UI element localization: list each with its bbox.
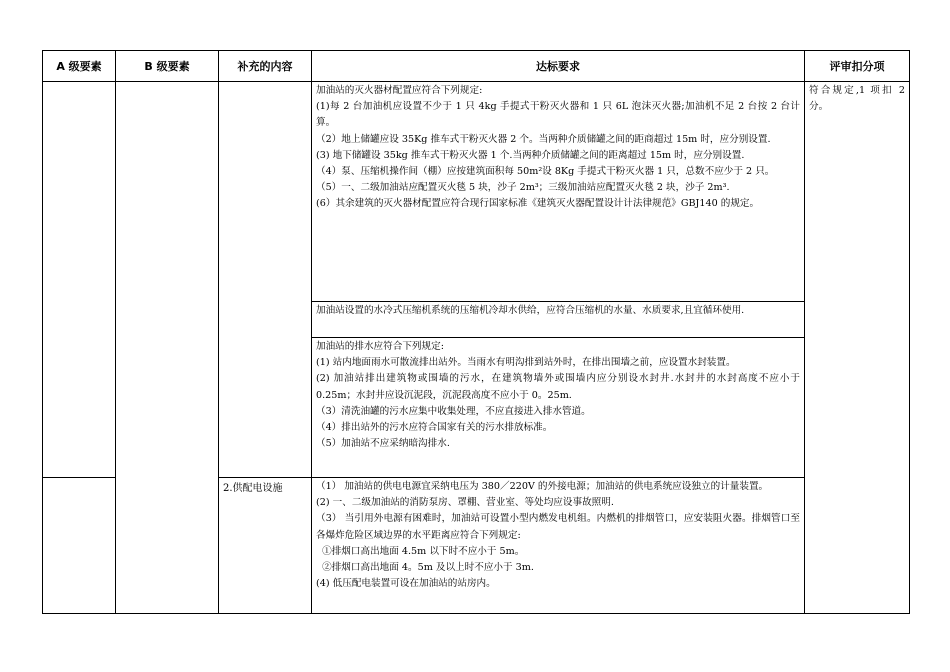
extinguisher-line: （5）一、二级加油站应配置灭火毯 5 块，沙子 2m³；三级加油站应配置灭火毯 2 块，沙子 2m³. bbox=[316, 182, 730, 194]
drainage-line: （3）清洗油罐的污水应集中收集处理，不应直接进入排水管道。 bbox=[316, 405, 591, 417]
header-scoring: 评审扣分项 bbox=[805, 51, 910, 82]
power-supply-label: 2.供配电设施 bbox=[219, 478, 312, 614]
drainage-line: 加油站的排水应符合下列规定: bbox=[316, 341, 444, 352]
power-requirement bbox=[312, 478, 805, 614]
header-requirement: 达标要求 bbox=[312, 51, 805, 82]
extinguisher-line: (3) 地下储罐设 35kg 推车式干粉灭火器 1 个.当两种介质储罐之间的距离超过 15m 时，应分别设置. bbox=[316, 149, 745, 161]
row-extinguisher bbox=[43, 82, 910, 302]
a-element-cell bbox=[43, 82, 116, 478]
drainage-line: (1) 站内地面雨水可散流排出站外。当雨水有明沟排到站外时，在排出围墙之前，应设置水封装置。 bbox=[316, 357, 736, 369]
power-line: (4) 低压配电装置可设在加油站的站房内。 bbox=[316, 578, 496, 590]
power-line: (2) 一、二级加油站的消防泵房、罩棚、营业室、等处均应设事故照明. bbox=[316, 497, 614, 509]
scoring-text: 符合规定,1 项扣 2 分。 bbox=[809, 85, 905, 113]
a-element-cell-2 bbox=[43, 478, 116, 614]
standards-table bbox=[42, 50, 910, 614]
header-b-element: B 级要素 bbox=[116, 51, 219, 82]
extinguisher-line: 加油站的灭火器材配置应符合下列规定: bbox=[316, 85, 483, 96]
power-line: （3） 当引用外电源有困难时，加油站可设置小型内燃发电机组。内燃机的排烟管口，应安装阻火器。排烟管口至各爆炸危险区域边界的水平距离应符合下列规定: bbox=[316, 513, 800, 541]
extinguisher-line: （2）地上储罐应设 35Kg 推车式干粉灭火器 2 个。当两种介质储罐之间的距商超过 15m 时，应分别设置. bbox=[316, 133, 771, 145]
power-line: ②排烟口高出地面 4。5m 及以上时不应小于 3m. bbox=[316, 562, 534, 574]
power-line: ①排烟口高出地面 4.5m 以下时不应小于 5m。 bbox=[316, 545, 525, 557]
header-row bbox=[43, 51, 910, 82]
extinguisher-line: (1)每 2 台加油机应设置不少于 1 只 4kg 手提式干粉灭火器和 1 只 6L 泡沫灭火器;加油机不足 2 台按 2 台计算。 bbox=[316, 101, 800, 129]
extinguisher-requirement bbox=[312, 82, 805, 302]
header-supplement: 补充的内容 bbox=[219, 51, 312, 82]
compressor-text: 加油站设置的水冷式压缩机系统的压缩机冷却水供给，应符合压缩机的水量、水质要求,且宜循环使用. bbox=[316, 305, 745, 316]
drainage-requirement bbox=[312, 338, 805, 478]
drainage-line: （5）加油站不应采纳暗沟排水. bbox=[316, 438, 450, 450]
header-a-element: A 级要素 bbox=[43, 51, 116, 82]
scoring-cell bbox=[805, 82, 910, 614]
supplement-cell-fire bbox=[219, 82, 312, 478]
power-line: （1） 加油站的供电电源宜采纳电压为 380／220V 的外接电源；加油站的供电系统应设独立的计量装置。 bbox=[316, 481, 769, 492]
b-element-cell bbox=[116, 82, 219, 614]
compressor-requirement bbox=[312, 302, 805, 338]
drainage-line: （4）排出站外的污水应符合国家有关的污水排放标准。 bbox=[316, 422, 553, 434]
extinguisher-line: （4）泵、压缩机操作间（棚）应按建筑面积每 50m²设 8Kg 手提式干粉灭火器 1 只，总数不应少于 2 只。 bbox=[316, 166, 775, 178]
extinguisher-line: (6）其余建筑的灭火器材配置应符合现行国家标准《建筑灭火器配置设计计法律规范》GBJ140 的规定。 bbox=[316, 198, 760, 210]
drainage-line: (2) 加油站排出建筑物或围墙的污水，在建筑物墙外或围墙内应分别设水封井.水封井的水封高度不应小于 0.25m；水封井应设沉泥段，沉泥段高度不应小于 0。25m. bbox=[316, 373, 800, 401]
